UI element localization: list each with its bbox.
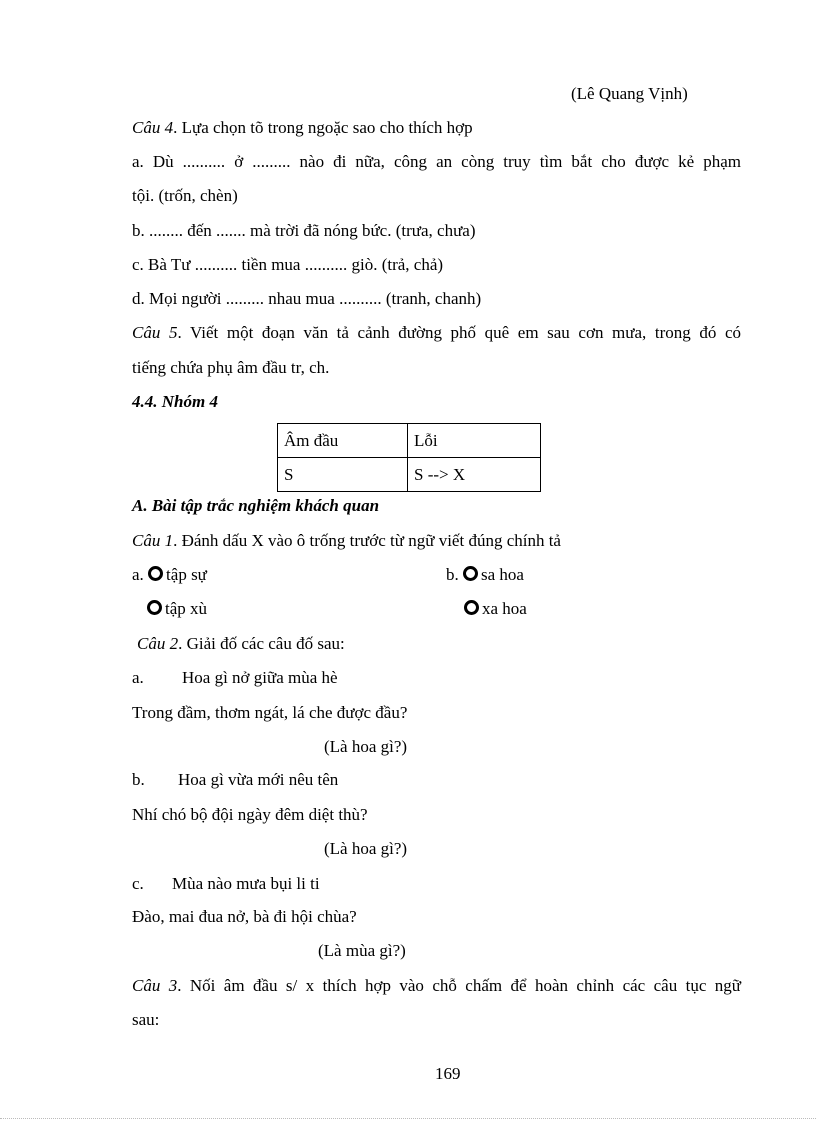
table-header-cell: Lỗi xyxy=(408,424,541,458)
q2-b-line2: Nhí chó bộ đội ngày đêm diệt thù? xyxy=(132,805,368,824)
q1-b-option1 xyxy=(446,565,524,585)
radio-circle-icon[interactable] xyxy=(463,566,478,581)
q2-c-line1: Mùa nào mưa bụi li ti xyxy=(172,874,320,893)
q1-b-label: b. xyxy=(446,565,459,584)
q1-a-option2 xyxy=(147,599,207,619)
q3-text: . Nối âm đầu s/ x thích hợp vào chỗ chấm để hoàn chỉnh các câu tục ngữ xyxy=(177,976,741,995)
cau5-label: Câu 5 xyxy=(132,323,178,342)
q2-label: Câu 2 xyxy=(137,634,179,653)
q2-a-label: a. xyxy=(132,668,144,687)
q1-text: . Đánh dấu X vào ô trống trước từ ngữ viết đúng chính tả xyxy=(173,531,561,550)
cau5-line1 xyxy=(132,323,741,343)
q2-text: . Giải đố các câu đố sau: xyxy=(178,634,345,653)
q2-a-line2: Trong đầm, thơm ngát, lá che được đầu? xyxy=(132,703,408,722)
q2-c-line2: Đào, mai đua nở, bà đi hội chùa? xyxy=(132,907,357,926)
q1-a-option1 xyxy=(132,565,207,585)
q2-b-label: b. xyxy=(132,770,145,789)
cau4-b: b. ........ đến ....... mà trời đã nóng bức. (trưa, chưa) xyxy=(132,221,476,240)
q1-b-opt1-text: sa hoa xyxy=(481,565,524,584)
q1-a-label: a. xyxy=(132,565,144,584)
author-attribution: (Lê Quang Vịnh) xyxy=(571,84,688,103)
table-cell: S --> X xyxy=(408,458,541,492)
table-cell: S xyxy=(278,458,408,492)
q1-a-opt1-text: tập sự xyxy=(166,565,207,584)
q2-a-answer: (Là hoa gì?) xyxy=(324,737,408,756)
cau4-prompt xyxy=(132,118,473,138)
q3-label: Câu 3 xyxy=(132,976,178,995)
table-header-cell: Âm đầu xyxy=(278,424,408,458)
cau4-a-line2: tội. (trốn, chèn) xyxy=(132,186,238,205)
radio-circle-icon[interactable] xyxy=(148,566,163,581)
page-bottom-border xyxy=(0,1118,816,1119)
q1-b-option2 xyxy=(464,599,527,619)
cau5-text: . Viết một đoạn văn tả cảnh đường phố quê em sau cơn mưa, trong đó có xyxy=(177,323,742,342)
q1-b-opt2-text: xa hoa xyxy=(482,599,527,618)
subsection-heading: A. Bài tập trắc nghiệm khách quan xyxy=(132,496,380,515)
cau5-line2: tiếng chứa phụ âm đầu tr, ch. xyxy=(132,358,330,377)
section-heading: 4.4. Nhóm 4 xyxy=(132,392,218,411)
radio-circle-icon[interactable] xyxy=(147,600,162,615)
error-table xyxy=(277,423,541,492)
q2-b-line1: Hoa gì vừa mới nêu tên xyxy=(178,770,339,789)
cau4-label: Câu 4 xyxy=(132,118,174,137)
cau4-d: d. Mọi người ......... nhau mua .......... (tranh, chanh) xyxy=(132,289,482,308)
cau4-text: . Lựa chọn tõ trong ngoặc sao cho thích hợp xyxy=(173,118,473,137)
q1-a-opt2-text: tập xù xyxy=(165,599,208,618)
page-number: 169 xyxy=(435,1064,461,1083)
cau4-c: c. Bà Tư .......... tiền mua .......... giò. (trả, chả) xyxy=(132,255,444,274)
table-row xyxy=(278,458,541,492)
q2-a-line1: Hoa gì nở giữa mùa hè xyxy=(182,668,338,687)
cau4-a-line1: a. Dù .......... ở ......... nào đi nữa, công an còng truy tìm bắt cho được kẻ phạm xyxy=(132,152,741,171)
radio-circle-icon[interactable] xyxy=(464,600,479,615)
q2-prompt xyxy=(137,634,345,654)
q3-line2: sau: xyxy=(132,1010,160,1029)
q2-c-label: c. xyxy=(132,874,144,893)
q1-label: Câu 1 xyxy=(132,531,174,550)
q1-prompt xyxy=(132,531,561,551)
table-header-row xyxy=(278,424,541,458)
q2-c-answer: (Là mùa gì?) xyxy=(318,941,406,960)
q2-b-answer: (Là hoa gì?) xyxy=(324,839,408,858)
q3-line1 xyxy=(132,976,741,996)
